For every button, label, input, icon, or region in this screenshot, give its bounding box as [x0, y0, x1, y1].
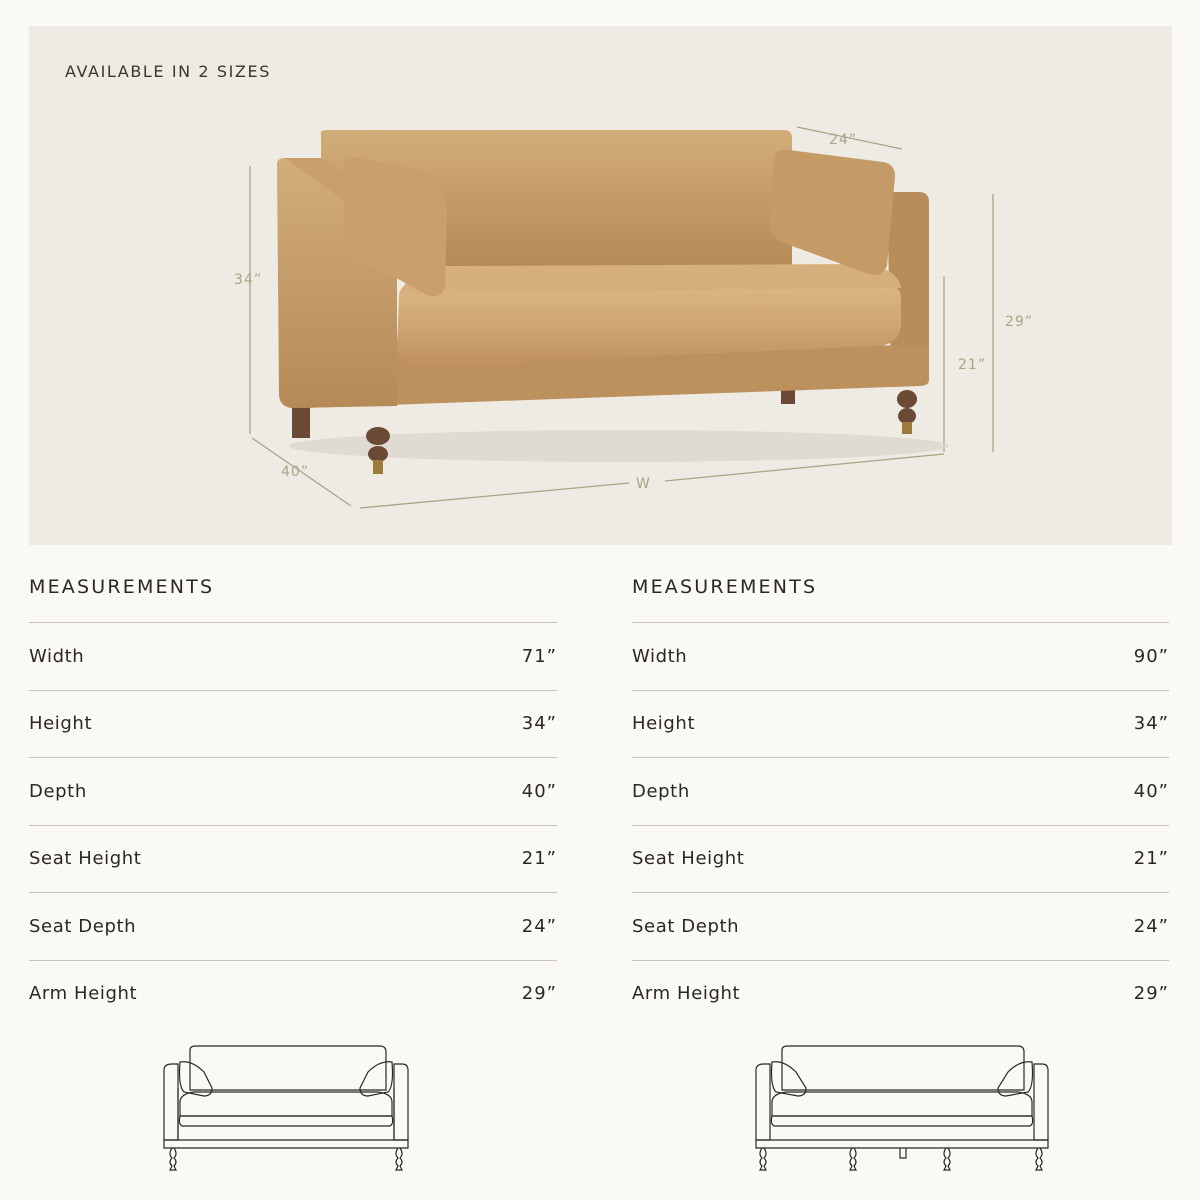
row-label: Seat Depth	[29, 915, 137, 937]
row-label: Depth	[632, 780, 690, 802]
measurements-heading: MEASUREMENTS	[632, 576, 818, 598]
row-label: Arm Height	[29, 983, 138, 1005]
sizes-available-label: AVAILABLE IN 2 SIZES	[65, 62, 271, 81]
height-dimension: 34”	[234, 272, 263, 288]
measurements-table-large	[632, 570, 1169, 1027]
row-value: 40”	[1133, 780, 1169, 802]
row-value: 24”	[1133, 915, 1169, 937]
row-value: 34”	[1133, 713, 1169, 735]
row-label: Height	[29, 713, 93, 735]
table-row	[29, 622, 557, 690]
sofa-dimension-illustration	[29, 26, 1172, 545]
seat-height-dimension: 21”	[958, 357, 987, 373]
measurements-heading: MEASUREMENTS	[29, 576, 215, 598]
row-label: Seat Height	[632, 848, 745, 870]
loveseat-sketch	[160, 1040, 412, 1172]
sofa-sketch	[752, 1040, 1052, 1172]
sofa-image	[277, 130, 949, 474]
row-label: Width	[29, 645, 85, 667]
row-value: 29”	[521, 983, 557, 1005]
product-hero	[29, 26, 1172, 545]
table-row	[632, 622, 1169, 690]
row-label: Seat Height	[29, 848, 142, 870]
row-value: 90”	[1133, 645, 1169, 667]
arm-height-dimension: 29”	[1005, 314, 1034, 330]
table-row	[632, 825, 1169, 893]
table-row	[632, 960, 1169, 1028]
row-label: Depth	[29, 780, 87, 802]
row-label: Width	[632, 645, 688, 667]
table-row	[29, 757, 557, 825]
row-value: 40”	[521, 780, 557, 802]
width-dimension: W	[636, 476, 651, 492]
row-value: 34”	[521, 713, 557, 735]
table-row	[29, 960, 557, 1028]
table-row	[632, 690, 1169, 758]
row-value: 21”	[521, 848, 557, 870]
row-value: 24”	[521, 915, 557, 937]
seat-depth-dimension: 24”	[829, 132, 858, 148]
row-value: 71”	[521, 645, 557, 667]
table-row	[29, 825, 557, 893]
row-label: Height	[632, 713, 696, 735]
table-row	[29, 892, 557, 960]
depth-dimension: 40”	[281, 464, 310, 480]
row-label: Seat Depth	[632, 915, 740, 937]
table-row	[29, 690, 557, 758]
table-row	[632, 757, 1169, 825]
row-value: 29”	[1133, 983, 1169, 1005]
row-label: Arm Height	[632, 983, 741, 1005]
measurements-table-small	[29, 570, 557, 1027]
table-row	[632, 892, 1169, 960]
row-value: 21”	[1133, 848, 1169, 870]
